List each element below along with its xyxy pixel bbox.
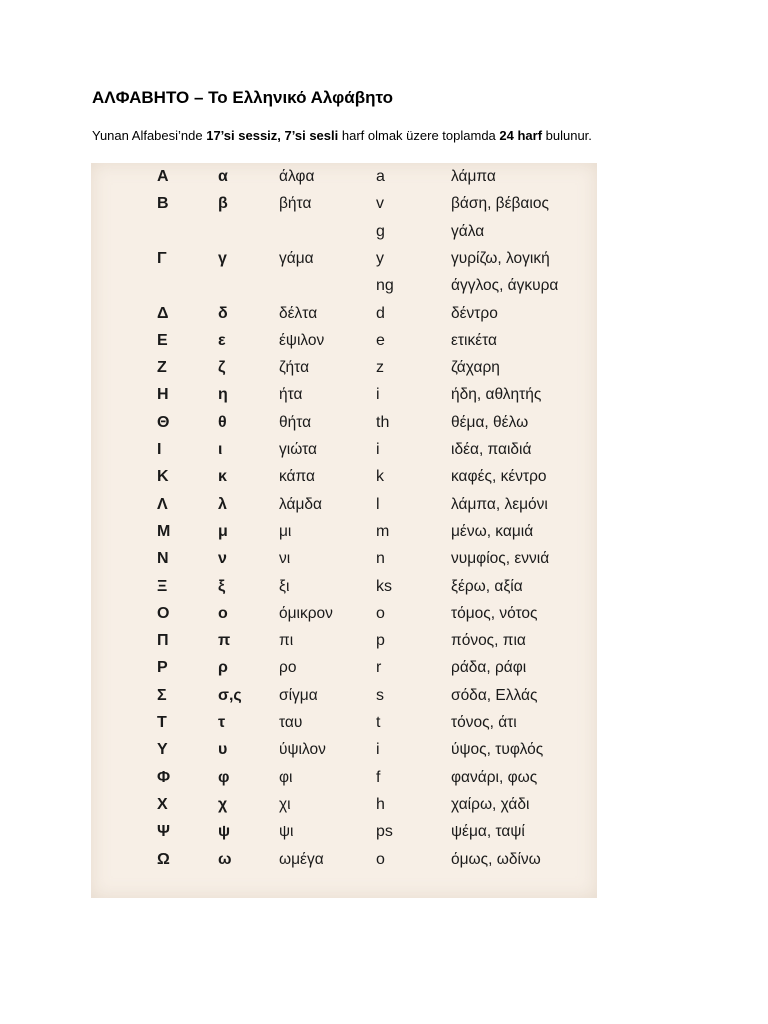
lowercase-letter: ι (218, 441, 223, 458)
page-title: ΑΛΦΑΒΗΤΟ – Το Ελληνικό Αλφάβητο (92, 88, 393, 107)
intro-part-2: harf olmak üzere toplamda (338, 128, 500, 143)
uppercase-letter: Γ (157, 249, 167, 267)
latin-equivalent: d (376, 304, 385, 322)
example-words: βάση, βέβαιος (451, 195, 549, 213)
lowercase-letter: α (218, 168, 228, 185)
lowercase-letter: β (218, 195, 228, 213)
uppercase-letter: Ψ (157, 823, 170, 841)
table-row (91, 520, 597, 547)
letter-name: έψιλον (279, 331, 325, 349)
table-row (91, 465, 597, 492)
table-row (91, 165, 597, 192)
uppercase-letter: Υ (157, 741, 168, 759)
uppercase-letter: Ε (157, 331, 168, 349)
latin-equivalent: e (376, 331, 385, 349)
letter-name: όμικρον (279, 604, 333, 622)
letter-name: δέλτα (279, 304, 318, 322)
lowercase-letter: τ (218, 714, 226, 731)
example-words: γάλα (451, 222, 485, 240)
example-words: ήδη, αθλητής (451, 386, 542, 404)
latin-equivalent: t (376, 714, 381, 731)
letter-name: άλφα (279, 168, 315, 185)
latin-equivalent: a (376, 168, 385, 185)
lowercase-letter: ν (218, 550, 227, 568)
example-words: καφές, κέντρο (451, 468, 547, 486)
latin-equivalent: f (376, 768, 381, 786)
letter-name: λάμδα (279, 495, 322, 513)
table-row (91, 220, 597, 247)
letter-name: θήτα (279, 413, 312, 431)
uppercase-letter: Μ (157, 522, 171, 540)
lowercase-letter: γ (218, 249, 227, 267)
letter-name: σίγμα (279, 686, 318, 704)
table-row (91, 493, 597, 520)
letter-name: ήτα (279, 386, 303, 404)
example-words: ζάχαρη (451, 359, 500, 377)
example-words: θέμα, θέλω (451, 413, 529, 431)
uppercase-letter: Κ (157, 468, 169, 486)
table-row (91, 411, 597, 438)
lowercase-letter: ε (218, 331, 226, 349)
example-words: γυρίζω, λογική (451, 249, 550, 267)
intro-bold-letter-counts: 17’si sessiz, 7’si sesli (206, 128, 339, 143)
table-row (91, 274, 597, 301)
letter-name: ρο (279, 659, 297, 677)
letter-name: ύψιλον (279, 741, 326, 759)
uppercase-letter: Ρ (157, 659, 168, 677)
letter-name: ψι (279, 823, 294, 841)
latin-equivalent: m (376, 522, 390, 540)
uppercase-letter: Ο (157, 604, 170, 622)
example-words: νυμφίος, εννιά (451, 550, 550, 568)
table-row (91, 602, 597, 629)
lowercase-letter: η (218, 386, 228, 404)
lowercase-letter: ψ (218, 823, 231, 841)
example-words: λάμπα, λεμόνι (451, 495, 548, 513)
table-row (91, 766, 597, 793)
lowercase-letter: σ,ς (218, 686, 242, 704)
lowercase-letter: ζ (218, 359, 226, 377)
example-words: ξέρω, αξία (451, 577, 523, 595)
uppercase-letter: Ζ (157, 359, 167, 377)
letter-name: κάπα (279, 468, 315, 486)
uppercase-letter: Χ (157, 795, 168, 813)
letter-name: χι (279, 795, 291, 813)
letter-name: ζήτα (279, 359, 310, 377)
lowercase-letter: φ (218, 768, 230, 786)
uppercase-letter: Ξ (157, 577, 168, 595)
latin-equivalent: ks (376, 577, 392, 595)
uppercase-letter: Ι (157, 441, 162, 458)
lowercase-letter: μ (218, 522, 228, 540)
uppercase-letter: Α (157, 168, 169, 185)
table-row (91, 547, 597, 574)
latin-equivalent: i (376, 741, 380, 759)
uppercase-letter: Θ (157, 413, 170, 431)
lowercase-letter: ξ (218, 577, 226, 595)
example-words: τόμος, νότος (451, 604, 538, 622)
example-words: μένω, καμιά (451, 522, 534, 540)
lowercase-letter: λ (218, 495, 227, 513)
lowercase-letter: δ (218, 304, 228, 322)
latin-equivalent: g (376, 222, 385, 240)
letter-name: πι (279, 632, 294, 650)
lowercase-letter: π (218, 632, 231, 650)
latin-equivalent: ps (376, 823, 393, 841)
example-words: ετικέτα (451, 331, 498, 349)
table-row (91, 793, 597, 820)
table-row (91, 356, 597, 383)
lowercase-letter: ω (218, 850, 232, 868)
uppercase-letter: Ν (157, 550, 169, 568)
latin-equivalent: o (376, 604, 385, 622)
lowercase-letter: θ (218, 413, 227, 431)
uppercase-letter: Λ (157, 495, 168, 513)
table-row (91, 848, 597, 875)
latin-equivalent: z (376, 359, 384, 377)
latin-equivalent: i (376, 386, 380, 404)
table-row (91, 329, 597, 356)
latin-equivalent: l (376, 495, 380, 513)
uppercase-letter: Β (157, 195, 169, 213)
table-row (91, 711, 597, 738)
latin-equivalent: h (376, 795, 385, 813)
example-words: ράδα, ράφι (451, 659, 527, 677)
latin-equivalent: s (376, 686, 384, 704)
lowercase-letter: κ (218, 468, 227, 486)
uppercase-letter: Π (157, 632, 169, 650)
example-words: άγγλος, άγκυρα (451, 277, 559, 295)
latin-equivalent: ng (376, 277, 394, 295)
latin-equivalent: r (376, 659, 382, 677)
uppercase-letter: Η (157, 386, 169, 404)
example-words: τόνος, άτι (451, 714, 517, 731)
example-words: όμως, ωδίνω (451, 850, 541, 868)
latin-equivalent: y (376, 249, 384, 267)
intro-text (92, 128, 592, 143)
alphabet-table-image (91, 163, 597, 898)
uppercase-letter: Ω (157, 850, 170, 868)
intro-part-1: Yunan Alfabesi’nde (92, 128, 207, 143)
latin-equivalent: k (376, 468, 384, 486)
letter-name: ωμέγα (279, 850, 324, 868)
uppercase-letter: Δ (157, 304, 169, 322)
latin-equivalent: v (376, 195, 384, 213)
latin-equivalent: p (376, 632, 385, 650)
table-row (91, 575, 597, 602)
table-row (91, 192, 597, 219)
table-row (91, 302, 597, 329)
table-row (91, 247, 597, 274)
uppercase-letter: Φ (157, 768, 171, 786)
example-words: λάμπα (451, 168, 496, 185)
letter-name: γιώτα (279, 441, 317, 458)
uppercase-letter: Σ (157, 686, 167, 704)
example-words: ύψος, τυφλός (451, 741, 544, 759)
example-words: πόνος, πια (451, 632, 526, 650)
letter-name: μι (279, 522, 292, 540)
lowercase-letter: ο (218, 604, 228, 622)
intro-bold-total: 24 harf (499, 128, 543, 143)
table-row (91, 684, 597, 711)
table-row (91, 629, 597, 656)
lowercase-letter: ρ (218, 659, 228, 677)
table-row (91, 656, 597, 683)
latin-equivalent: i (376, 441, 380, 458)
example-words: ιδέα, παιδιά (451, 441, 532, 458)
letter-name: ταυ (279, 714, 303, 731)
example-words: φανάρι, φως (451, 768, 538, 786)
letter-name: φι (279, 768, 293, 786)
table-row (91, 738, 597, 765)
lowercase-letter: υ (218, 741, 228, 759)
example-words: χαίρω, χάδι (451, 795, 530, 813)
latin-equivalent: n (376, 550, 385, 568)
table-row (91, 820, 597, 847)
latin-equivalent: th (376, 413, 390, 431)
letter-name: νι (279, 550, 291, 568)
example-words: δέντρο (451, 304, 498, 322)
latin-equivalent: o (376, 850, 385, 868)
letter-name: βήτα (279, 195, 312, 213)
uppercase-letter: Τ (157, 714, 167, 731)
letter-name: γάμα (279, 249, 314, 267)
intro-part-3: bulunur. (542, 128, 592, 143)
example-words: σόδα, Ελλάς (451, 686, 538, 704)
letter-name: ξι (279, 577, 290, 595)
example-words: ψέμα, ταψί (451, 823, 525, 841)
lowercase-letter: χ (218, 795, 228, 813)
table-row (91, 438, 597, 465)
table-row (91, 383, 597, 410)
